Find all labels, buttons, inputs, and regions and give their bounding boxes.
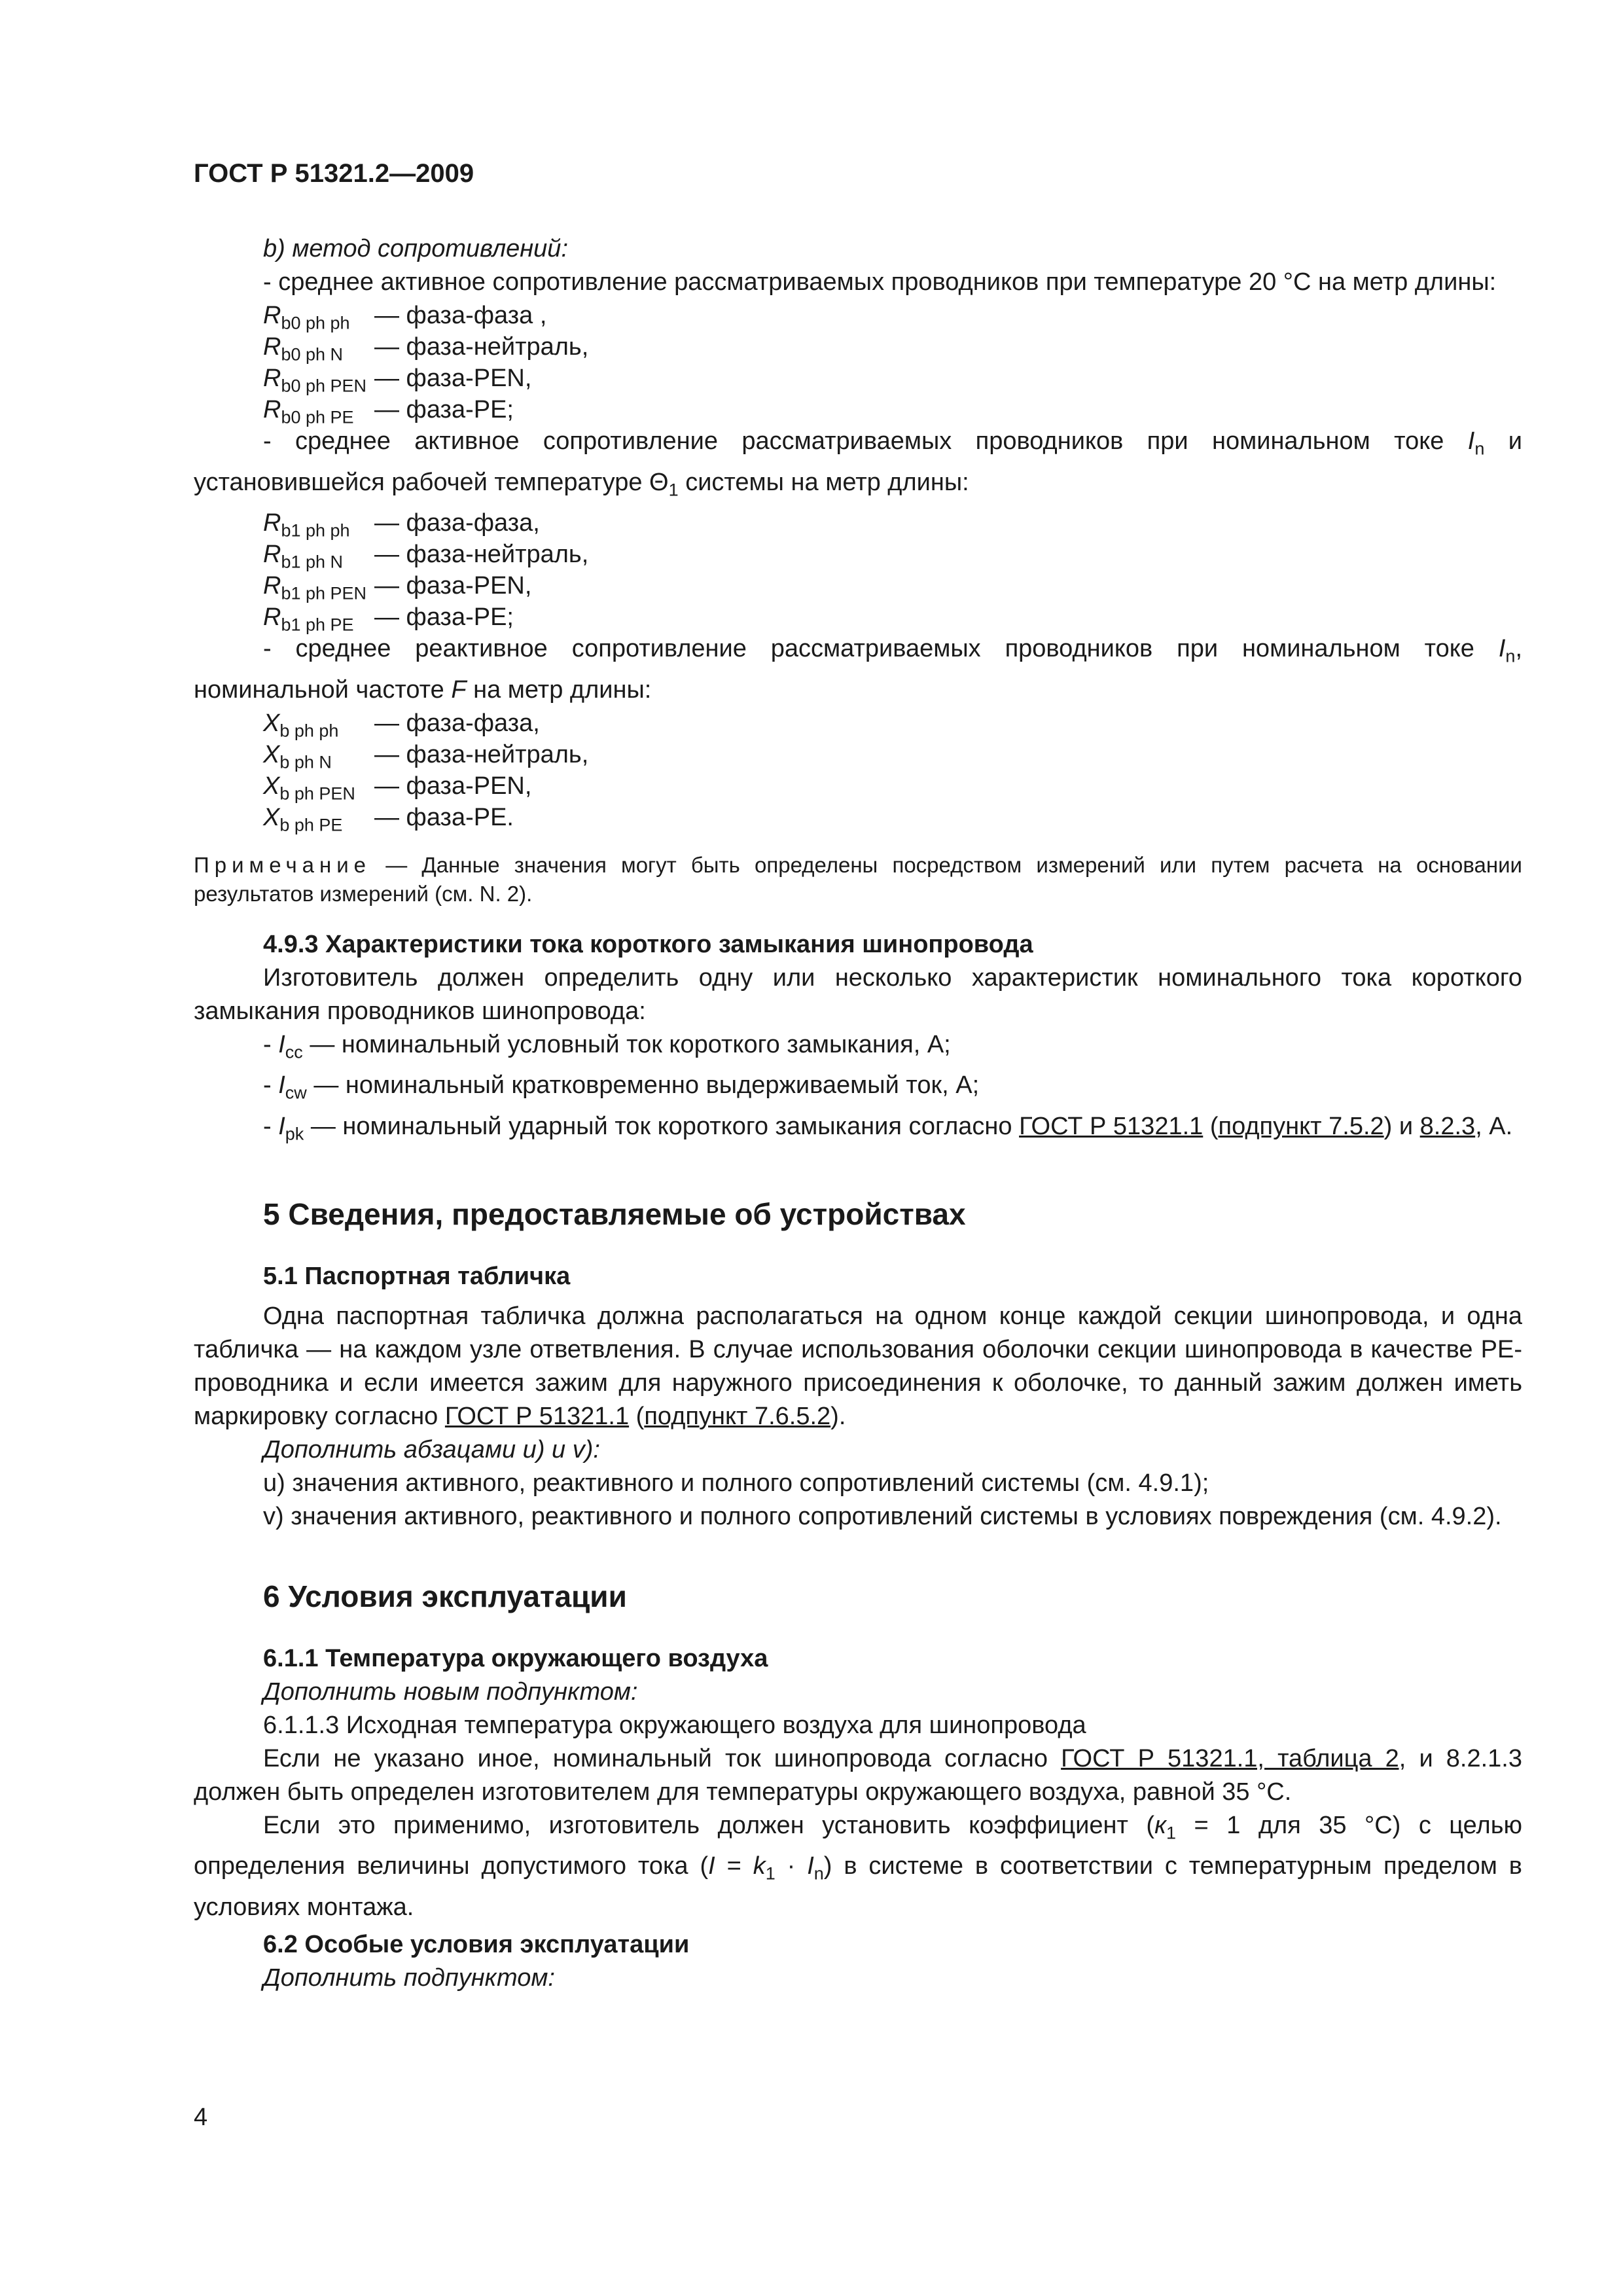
- link-gost-51321-1[interactable]: ГОСТ Р 51321.1: [444, 1402, 630, 1430]
- method-b-item1: - среднее активное сопротивление рассматриваемых проводников при температуре 20 °С на метр длины:: [263, 268, 1497, 296]
- method-b-item3: - среднее реактивное сопротивление рассматриваемых проводников при номинальном токе $I_n$, номинальной частоте F на метр длины:: [194, 635, 1522, 704]
- s51-item-v: v) значения активного, реактивного и полного сопротивлений системы в условиях повреждения (см. 4.9.2).: [263, 1502, 1502, 1530]
- page-content: [194, 157, 1522, 1995]
- s51-text: Одна паспортная табличка должна располагаться на одном конце каждой секции шинопровода, и одна табличка — на каждом узле ответвления. В случае использования оболочки секции шинопровода в качестве РЕ-проводника и если имеется зажим для наружного присоединения к оболочке, то данный зажим должен иметь маркировку согласно ГОСТ Р 51321.1 (подпункт 7.6.5.2).: [194, 1302, 1522, 1430]
- def-line: $R_{b1 ph PE}$ — фаза-PE;: [263, 603, 514, 635]
- s493-intro: Изготовитель должен определить одну или несколько характеристик номинального тока короткого замыкания проводников шинопровода:: [194, 963, 1522, 1025]
- note-text: — Данные значения могут быть определены посредством измерений или путем расчета на основании результатов измерений (см. N. 2).: [194, 852, 1522, 906]
- heading-5-1: 5.1 Паспортная табличка: [263, 1262, 571, 1290]
- s493-item-icc: - $I_{cc}$ — номинальный условный ток короткого замыкания, А;: [263, 1030, 951, 1062]
- def-group-2: [194, 507, 1522, 635]
- s6113-p2: Если это применимо, изготовитель должен установить коэффициент ($к_1 = 1$ для 35 °С) с целью определения величины допустимого тока $(I = k_1 \cdot I_n)$ в системе в соответствии с температурным пределом в условиях монтажа.: [194, 1811, 1522, 1921]
- def-line: $X_{b ph PEN}$ — фаза-PEN,: [263, 772, 532, 804]
- note-label: Примечание: [194, 852, 372, 877]
- s493-item-ipk: - $I_{pk}$ — номинальный ударный ток короткого замыкания согласно ГОСТ Р 51321.1 (подпункт 7.5.2) и 8.2.3, А.: [263, 1112, 1513, 1144]
- s51-addition: Дополнить абзацами u) и v):: [263, 1435, 600, 1463]
- def-line: $R_{b1 ph ph}$ — фаза-фаза,: [263, 509, 540, 541]
- def-group-3: [194, 707, 1522, 833]
- link-subclause-7-5-2[interactable]: подпункт 7.5.2: [1218, 1112, 1384, 1140]
- def-line: $R_{b0 ph PEN}$ — фаза-PEN,: [263, 365, 532, 396]
- heading-6-1-1: 6.1.1 Температура окружающего воздуха: [263, 1644, 768, 1672]
- method-b-title: b) метод сопротивлений:: [263, 235, 569, 262]
- s62-addition: Дополнить подпунктом:: [263, 1964, 555, 1992]
- link-gost-51321-1[interactable]: ГОСТ Р 51321.1: [1019, 1112, 1204, 1140]
- def-line: $R_{b0 ph PE}$ — фаза-PE;: [263, 396, 514, 427]
- note: [194, 851, 1522, 908]
- s611-addition: Дополнить новым подпунктом:: [263, 1677, 638, 1706]
- def-group-1: [194, 299, 1522, 425]
- s493-item-icw: - $I_{cw}$ — номинальный кратковременно выдерживаемый ток, А;: [263, 1071, 980, 1103]
- s6113-p1: Если не указано иное, номинальный ток шинопровода согласно ГОСТ Р 51321.1, таблица 2, и 8.2.1.3 должен быть определен изготовителем для температуры окружающего воздуха, равной 35 °С.: [194, 1744, 1522, 1806]
- def-line: $X_{b ph ph}$ — фаза-фаза,: [263, 709, 540, 741]
- s6113-title: 6.1.1.3 Исходная температура окружающего воздуха для шинопровода: [263, 1711, 1086, 1739]
- s51-item-u: u) значения активного, реактивного и полного сопротивлений системы (см. 4.9.1);: [263, 1469, 1209, 1497]
- doc-header: ГОСТ Р 51321.2—2009: [194, 159, 474, 188]
- def-line: $R_{b1 ph PEN}$ — фаза-PEN,: [263, 572, 532, 603]
- def-line: $R_{b0 ph ph}$ — фаза-фаза ,: [263, 302, 547, 333]
- heading-section-6: 6 Условия эксплуатации: [263, 1579, 627, 1613]
- def-line: $R_{b0 ph N}$ — фаза-нейтраль,: [263, 333, 589, 365]
- link-8-2-3[interactable]: 8.2.3: [1419, 1112, 1476, 1140]
- link-gost-51321-1-table-2[interactable]: ГОСТ Р 51321.1, таблица 2,: [1061, 1744, 1406, 1772]
- link-subclause-7-6-5-2[interactable]: подпункт 7.6.5.2: [644, 1402, 831, 1430]
- def-line: $X_{b ph PE}$ — фаза-PE.: [263, 803, 514, 835]
- heading-4-9-3: 4.9.3 Характеристики тока короткого замыкания шинопровода: [263, 930, 1033, 958]
- method-b-item2: - среднее активное сопротивление рассматриваемых проводников при номинальном токе $I_n$ и установившейся рабочей температуре $\Theta_1$ системы на метр длины:: [194, 427, 1522, 500]
- page-number: 4: [194, 2104, 208, 2131]
- heading-6-2: 6.2 Особые условия эксплуатации: [263, 1930, 690, 1958]
- heading-section-5: 5 Сведения, предоставляемые об устройствах: [263, 1196, 966, 1231]
- def-line: $X_{b ph N}$ — фаза-нейтраль,: [263, 740, 589, 772]
- def-line: $R_{b1 ph N}$ — фаза-нейтраль,: [263, 541, 589, 572]
